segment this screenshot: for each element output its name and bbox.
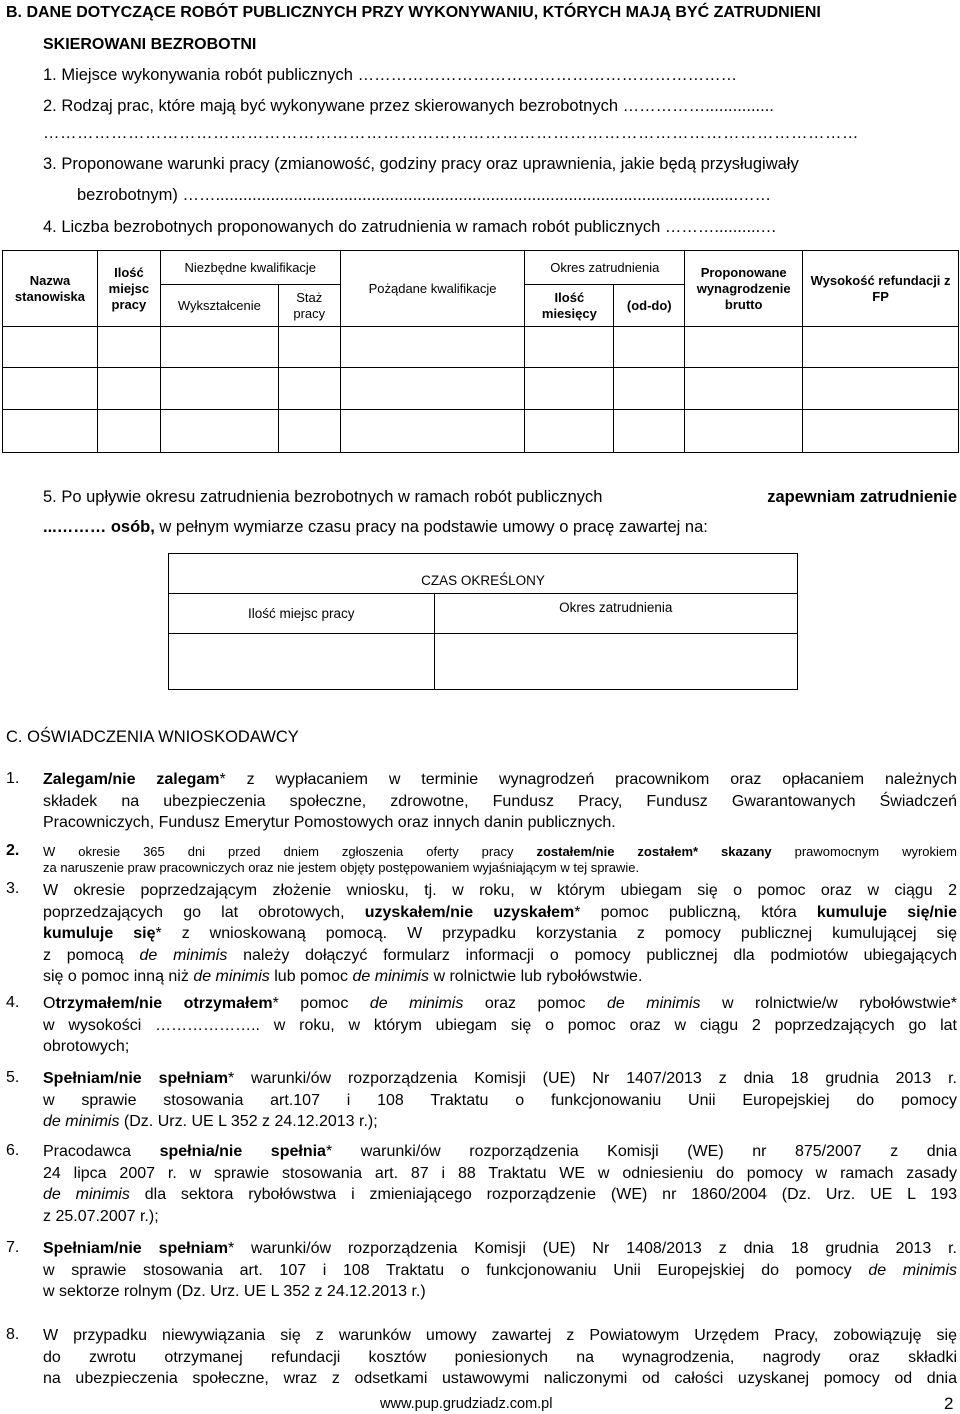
p8-paragraph (43, 1325, 957, 1390)
p6-number: 6. (6, 1142, 20, 1159)
table-cell[interactable] (685, 410, 803, 453)
p2-text2: prawomocnym wyrokiem (794, 844, 957, 859)
section-c-title: C. OŚWIADCZENIA WNIOSKODAWCY (6, 728, 299, 746)
p3-bold1: uzyskałem/nie uzyskałem (364, 903, 575, 921)
p4-bold: trzymałem/nie otrzymałem (55, 995, 273, 1012)
table-cell[interactable] (278, 368, 340, 410)
table-cell[interactable] (614, 327, 685, 368)
p4-text1: * pomoc (272, 995, 349, 1012)
p7-bold: Spełniam/nie spełniam (43, 1240, 228, 1257)
section-b-title-line1: B. DANE DOTYCZĄCE ROBÓT PUBLICZNYCH PRZY WYKONYWANIU, KTÓRYCH MAJĄ BYĆ ZATRUDNIENI (6, 4, 821, 21)
p4-line3: obrotowych; (43, 1038, 130, 1055)
p7-paragraph (43, 1238, 957, 1303)
p1-text: * z wypłacaniem w terminie wynagrodzeń pracownikom oraz opłacaniem należnych (219, 771, 958, 788)
item-5-line1 (43, 488, 957, 507)
page-number: 2 (944, 1394, 954, 1413)
p5-bold: Spełniam/nie spełniam (43, 1070, 228, 1087)
table-cell[interactable] (614, 368, 685, 410)
p1-line3: Pracowniczych, Fundusz Emerytur Pomostowych oraz innych danin publicznych. (43, 814, 616, 831)
p3-paragraph (43, 880, 957, 988)
p6-text1: Pracodawca (43, 1143, 132, 1160)
p4-number: 4. (6, 994, 20, 1011)
table-cell[interactable] (160, 368, 278, 410)
p8-line2: do zwrotu otrzymanej refundacji kosztów poniesionych na wynagrodzenia, nagrody oraz składki (43, 1348, 957, 1366)
footer-url: www.pup.grudziadz.com.pl (380, 1396, 553, 1412)
p3-text5: należy dołączyć formularz informacji o pomocy publicznej dla podmiotów ubiegających (243, 946, 958, 964)
table-cell[interactable] (525, 410, 614, 453)
fixed-term-table (168, 553, 798, 690)
p3-text8: w rolnictwie lub rybołówstwie. (433, 968, 643, 985)
p3-bold3: kumuluje się (43, 925, 156, 942)
table-cell[interactable] (97, 327, 160, 368)
p4-italic2: de minimis (606, 995, 701, 1012)
p7-text1: * warunki/ów rozporządzenia Komisji (UE) Nr 1408/2013 z dnia 18 grudnia 2013 r. (227, 1240, 957, 1257)
table-cell[interactable] (340, 368, 525, 410)
p4-text2: oraz pomoc (484, 995, 586, 1012)
p2-paragraph (43, 844, 957, 876)
item-5-line2 (43, 518, 708, 537)
table-cell[interactable] (160, 327, 278, 368)
p4-o: O (43, 995, 56, 1012)
table-cell[interactable] (340, 327, 525, 368)
p5-line2: w sprawie stosowania art.107 i 108 Traktatu o funkcjonowaniu Unii Europejskiej do pomocy (43, 1091, 957, 1109)
col-required-qualifications: Niezbędne kwalifikacje (160, 251, 340, 285)
col-job-count: Ilość miejsc pracy (97, 251, 160, 327)
p5-italic: de minimis (43, 1113, 120, 1130)
table-cell[interactable] (97, 410, 160, 453)
p5-text1: * warunki/ów rozporządzenia Komisji (UE) Nr 1407/2013 z dnia 18 grudnia 2013 r. (227, 1070, 957, 1087)
p4-paragraph (43, 993, 957, 1058)
item-5-persons: ...……… osób, (43, 518, 155, 536)
table-cell[interactable] (525, 327, 614, 368)
p2-line2: za naruszenie praw pracowniczych oraz nie jestem objęty postępowaniem wyjaśniającym w tej sprawie. (43, 860, 640, 875)
p7-text2: w sprawie stosowania art. 107 i 108 Traktatu o funkcjonowaniu Unii Europejskiej do pomocy (43, 1261, 852, 1279)
table-cell[interactable] (803, 327, 959, 368)
p3-text4: z pomocą (43, 946, 124, 964)
p3-bold2: kumuluje się/nie (816, 903, 958, 921)
p3-number: 3. (6, 880, 20, 897)
p1-line2: składek na ubezpieczenia społeczne, zdrowotne, Fundusz Pracy, Fundusz Gwarantowanych Świadczeń (43, 792, 957, 810)
table-cell[interactable] (3, 327, 98, 368)
p1-paragraph (43, 769, 957, 834)
item-5-bold: zapewniam zatrudnienie (767, 488, 957, 506)
table-cell[interactable] (434, 634, 797, 690)
p1-bold: Zalegam/nie zalegam (43, 771, 220, 788)
table-cell[interactable] (160, 410, 278, 453)
p7-line3: w sektorze rolnym (Dz. Urz. UE L 352 z 24.12.2013 r.) (43, 1283, 426, 1300)
p1-number: 1. (6, 770, 20, 787)
table-cell[interactable] (278, 327, 340, 368)
table-cell[interactable] (3, 368, 98, 410)
p8-line3: na ubezpieczenia społeczne, wraz z odsetkami ustawowymi naliczonymi od całości uzyskanej pomocy od dnia (43, 1370, 957, 1387)
table-cell[interactable] (614, 410, 685, 453)
p6-text2: * warunki/ów rozporządzenia Komisji (WE) nr 875/2007 z dnia (325, 1143, 957, 1160)
p3-text2: * pomoc publiczną, która (574, 903, 797, 921)
col-from-to: (od-do) (614, 285, 685, 327)
section-b-title-line2: SKIEROWANI BEZROBOTNI (43, 36, 257, 53)
table-cell[interactable] (3, 410, 98, 453)
p3-italic2: de minimis (193, 968, 270, 985)
p6-bold: spełnia/nie spełnia (159, 1143, 326, 1160)
col-education: Wykształcenie (160, 285, 278, 327)
col-desired-qualifications: Pożądane kwalifikacje (340, 251, 525, 327)
item-3-conditions: 3. Proponowane warunki pracy (zmianowość, godziny pracy oraz uprawnienia, jakie będą przysługiwały (43, 155, 799, 173)
item-2-continuation: ……………………………………………………………………………………………………………………………… (43, 124, 859, 142)
p3-text7: lub pomoc (274, 968, 349, 985)
table-cell[interactable] (525, 368, 614, 410)
p7-italic: de minimis (868, 1261, 958, 1279)
p7-number: 7. (6, 1239, 20, 1256)
item-5-contract: w pełnym wymiarze czasu pracy na podstawie umowy o pracę zawartej na: (154, 518, 708, 536)
col-position-name: Nazwa stanowiska (3, 251, 98, 327)
table-cell[interactable] (340, 410, 525, 453)
p6-italic: de minimis (43, 1186, 130, 1203)
p2-text1: W okresie 365 dni przed dniem zgłoszenia oferty pracy (43, 844, 514, 859)
table-cell[interactable] (169, 634, 435, 690)
table-cell[interactable] (97, 368, 160, 410)
p8-number: 8. (6, 1326, 20, 1343)
table-cell[interactable] (685, 368, 803, 410)
p3-line1: W okresie poprzedzającym złożenie wniosku, tj. w roku, w którym ubiegam się o pomoc oraz w ciągu 2 (43, 882, 957, 899)
p4-text3: w rolnictwie/w rybołówstwie* (722, 995, 958, 1012)
p4-line2: w wysokości ……………….. w roku, w którym ubiegam się o pomoc oraz w ciągu 2 poprzedzających go lat (43, 1016, 957, 1034)
p5-number: 5. (6, 1069, 20, 1086)
p5-paragraph (43, 1068, 957, 1133)
table-cell[interactable] (803, 368, 959, 410)
table-cell[interactable] (278, 410, 340, 453)
item-2-work-type: 2. Rodzaj prac, które mają być wykonywane przez skierowanych bezrobotnych ……………............... (43, 97, 774, 115)
fixed-term-header: CZAS OKREŚLONY (169, 554, 798, 594)
col-refund-amount: Wysokość refundacji z FP (803, 251, 959, 327)
col-employment-period-2: Okres zatrudnienia (434, 594, 797, 634)
p6-line4: z 25.07.2007 r.); (43, 1207, 159, 1225)
p3-text: poprzedzających go lat obrotowych, (43, 903, 345, 921)
col-months: Ilość miesięcy (525, 285, 614, 327)
p6-paragraph (43, 1141, 957, 1227)
p2-bold: zostałem/nie zostałem* skazany (536, 844, 772, 859)
col-proposed-salary: Proponowane wynagrodzenie brutto (685, 251, 803, 327)
table-cell[interactable] (685, 327, 803, 368)
p3-text3: * z wnioskowaną pomocą. W przypadku korzystania z pomocy publicznej kumulującej się (155, 925, 957, 942)
item-4-count: 4. Liczba bezrobotnych proponowanych do zatrudnienia w ramach robót publicznych ………..........… (43, 218, 777, 236)
item-5-text: 5. Po upływie okresu zatrudnienia bezrobotnych w ramach robót publicznych (43, 488, 603, 506)
col-employment-period: Okres zatrudnienia (525, 251, 685, 285)
p3-text6: się o pomoc inną niż (43, 968, 189, 985)
p3-italic3: de minimis (352, 968, 429, 985)
p3-italic1: de minimis (139, 946, 228, 964)
item-1-work-location: 1. Miejsce wykonywania robót publicznych …………………………………………………………… (43, 66, 738, 84)
p6-line2: 24 lipca 2007 r. w sprawie stosowania art. 87 i 88 Traktatu WE w odniesieniu do pomocy w ramach zasady (43, 1164, 957, 1182)
item-3-continuation: bezrobotnym) ……..................................................................................................................…… (77, 186, 772, 204)
table-cell[interactable] (803, 410, 959, 453)
col-job-count-2: Ilość miejsc pracy (169, 594, 435, 634)
p6-text3: dla sektora rybołówstwa i zmieniającego rozporządzenie (WE) nr 1860/2004 (Dz. Urz. UE L 193 (144, 1186, 958, 1203)
p2-number: 2. (6, 842, 20, 859)
col-experience: Staż pracy (278, 285, 340, 327)
p5-text3: (Dz. Urz. UE L 352 z 24.12.2013 r.); (123, 1113, 378, 1130)
p8-line1: W przypadku niewywiązania się z warunków umowy zawartej z Powiatowym Urzędem Pracy, zobowiązuję się (43, 1327, 957, 1344)
p4-italic1: de minimis (369, 995, 464, 1012)
public-works-table (2, 250, 959, 453)
